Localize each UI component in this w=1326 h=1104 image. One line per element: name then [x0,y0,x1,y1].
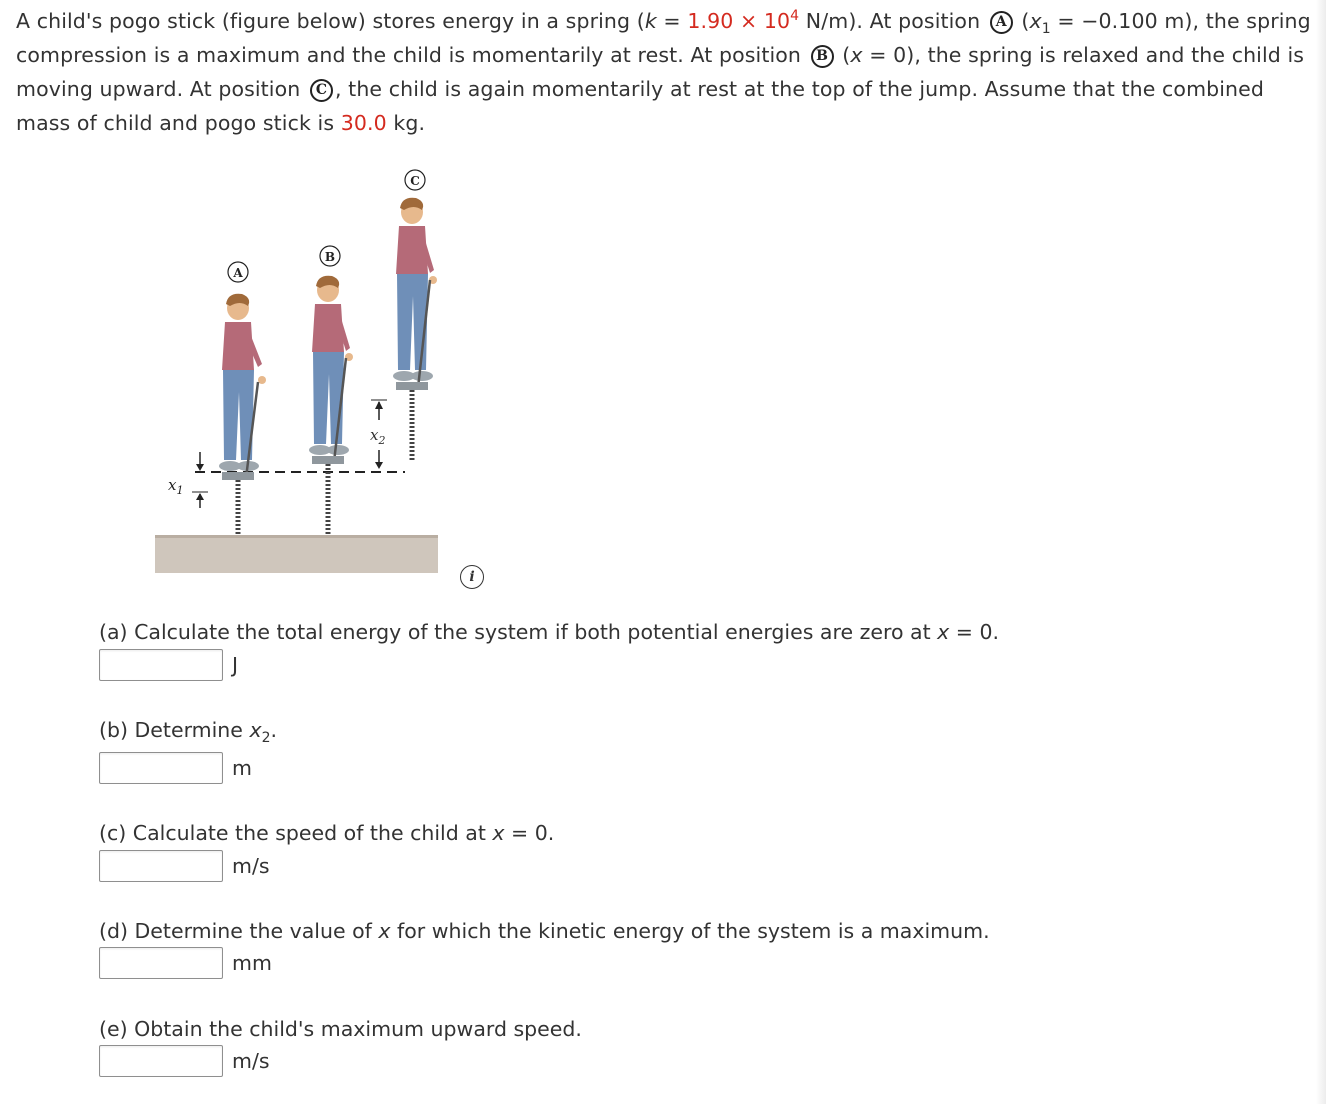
question-b [99,716,277,744]
unit-label-a: J [232,653,239,677]
child-position-b [309,246,353,536]
problem-text: = 0), the spring is relaxed and the child is moving upward. At position [16,43,1305,101]
problem-text: ( [835,43,851,67]
figure-label-c: C [410,174,420,188]
x2-label: x [370,426,379,444]
problem-text: , the child is again momentarily at rest at the top of the jump. Assume that the combined mass of child and pogo stick is [16,77,1264,135]
spring-constant-mantissa: 1.90 × 10 [687,9,791,33]
question-text: = 0. [504,821,555,845]
problem-text: N/m). At position [799,9,987,33]
problem-text: = −0.100 m), the spring compression is a maximum and the child is momentarily at rest. At position [16,9,1311,67]
question-text: for which the kinetic energy of the system is a maximum. [390,919,990,943]
question-e [99,1015,582,1043]
x1-dimension [168,452,208,508]
question-c [99,819,554,847]
x-subscript: 1 [1041,21,1051,37]
unit-label-e: m/s [232,1049,270,1073]
ground [155,535,438,573]
answer-input-e[interactable] [99,1045,223,1077]
position-c-marker: C [310,79,333,102]
problem-text: kg. [386,111,426,135]
svg-text:x2 [370,426,385,447]
x-symbol: x [850,43,863,67]
question-text: . [270,718,278,742]
x2-subscript: 2 [378,434,386,447]
question-text: (a) Calculate the total energy of the system if both potential energies are zero at [99,620,938,644]
question-text: (b) Determine [99,718,250,742]
x-subscript: 2 [261,730,271,746]
position-b-marker: B [811,45,834,68]
scrollbar-edge[interactable] [1316,0,1326,1104]
spring-constant-exponent: 4 [790,8,800,24]
child-position-c [393,170,437,462]
question-d [99,917,990,945]
unit-label-c: m/s [232,854,270,878]
x1-subscript: 1 [176,484,184,497]
x-symbol: x [937,620,950,644]
answer-input-a[interactable] [99,649,223,681]
pogo-stick-figure [150,160,490,580]
x-symbol: x [378,919,391,943]
info-icon[interactable]: i [460,565,484,589]
problem-text: A child's pogo stick (figure below) stores energy in a spring ( [16,9,645,33]
problem-statement [16,4,1316,140]
svg-text:x1 [168,476,183,497]
mass-value: 30.0 [340,111,387,135]
question-text: (c) Calculate the speed of the child at [99,821,493,845]
unit-label-b: m [232,756,252,780]
figure-label-b: B [324,250,336,264]
spring-constant-value [687,9,799,33]
problem-text: = [656,9,688,33]
question-a [99,618,999,646]
answer-input-b[interactable] [99,752,223,784]
child-position-a [219,262,266,536]
question-text: = 0. [949,620,1000,644]
x-symbol: x [1029,9,1042,33]
unit-label-d: mm [232,951,272,975]
answer-input-c[interactable] [99,850,223,882]
problem-text: ( [1014,9,1030,33]
x-symbol: x [249,718,262,742]
k-symbol: k [644,9,657,33]
question-text: (d) Determine the value of [99,919,379,943]
position-a-marker: A [990,11,1013,34]
x-symbol: x [492,821,505,845]
figure-label-a: A [233,266,243,280]
x2-dimension [370,400,387,469]
x1-label: x [168,476,177,494]
question-text: (e) Obtain the child's maximum upward speed. [99,1017,582,1041]
answer-input-d[interactable] [99,947,223,979]
